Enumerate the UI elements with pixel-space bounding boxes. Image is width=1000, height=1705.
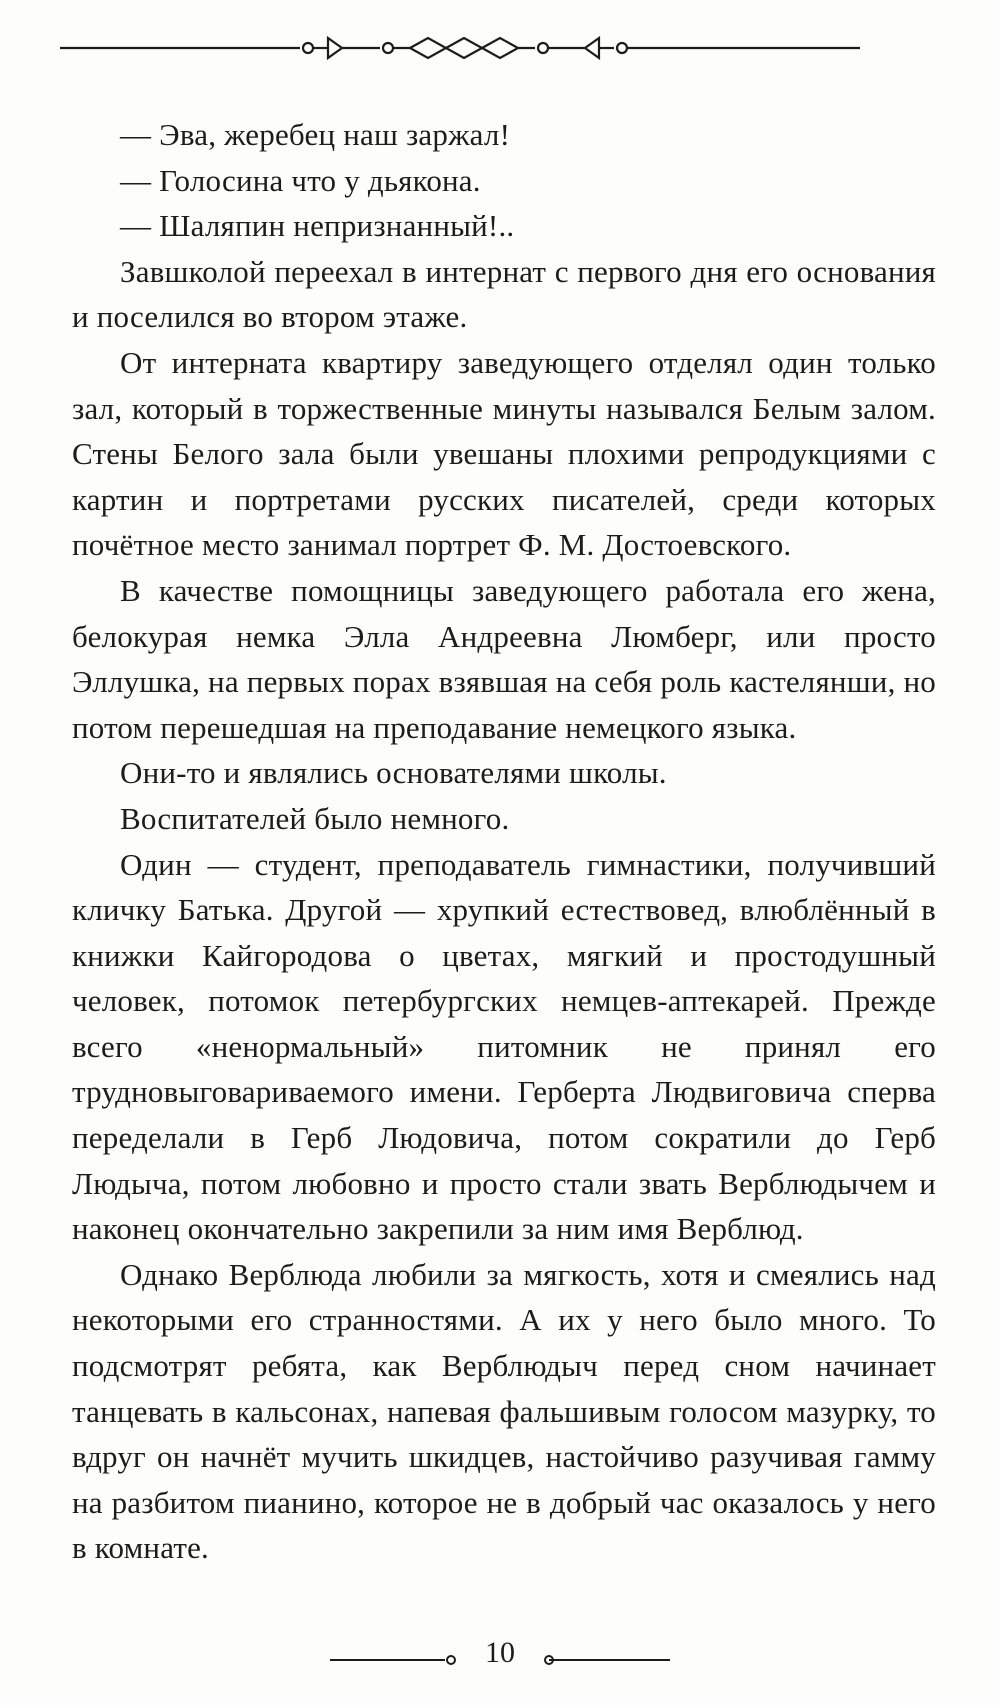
paragraph-1: — Эва, жеребец наш заржал! bbox=[120, 117, 511, 152]
paragraph-4: Завшколой переехал в интернат с первого дня его основания и поселился во втором этаже. bbox=[72, 253, 936, 335]
paragraph-10: Однако Верблюда любили за мягкость, хотя и смеялись над некоторыми его странностями. А их у него было много. То подсмотрят ребята, как Верблюдыч перед сном начинает танцевать в кальсонах, напевая фальшивым голосом мазурку, то вдруг он начнёт мучить шкидцев, настойчиво разучивая гамму на разбитом пианино, которое не в добрый час оказалось у него в комнате. bbox=[72, 1256, 936, 1566]
paragraph-8: Воспитателей было немного. bbox=[120, 800, 510, 836]
paragraph-6: В качестве помощницы заведующего работала его жена, белокурая немка Элла Андреевна Люмберг, или просто Эллушка, на первых порах взявшая на себя роль кастелянши, но потом перешедшая на преподавание немецкого языка. bbox=[72, 572, 936, 745]
body-text bbox=[72, 112, 936, 1571]
paragraph-2: — Голосина что у дьякона. bbox=[120, 162, 481, 198]
page-number: 10 bbox=[485, 1636, 515, 1669]
paragraph-7: Они-то и являлись основателями школы. bbox=[120, 755, 667, 791]
paragraph-5: От интерната квартиру заведующего отделял один только зал, который в торжественные минуты назывался Белым залом. Стены Белого зала были увешаны плохими репродукциями с картин и портретами русских писателей, среди которых почётное место занимал портрет Ф. М. Достоевского. bbox=[72, 344, 936, 563]
header-ornament bbox=[60, 28, 940, 68]
paragraph-9: Один — студент, преподаватель гимнастики, получивший кличку Батька. Другой — хрупкий естествовед, влюблённый в книжки Кайгородова о цветах, мягкий и простодушный человек, потомок петербургских немцев-аптекарей. Прежде всего «ненормальный» питомник не принял его трудновыговариваемого имени. Герберта Людвиговича сперва переделали в Герб Людовича, потом сократили до Герб Людыча, потом любовно и просто стали звать Верблюдычем и наконец окончательно закрепили за ним имя Верблюд. bbox=[72, 846, 936, 1247]
paragraph-3: — Шаляпин непризнанный!.. bbox=[120, 208, 515, 244]
